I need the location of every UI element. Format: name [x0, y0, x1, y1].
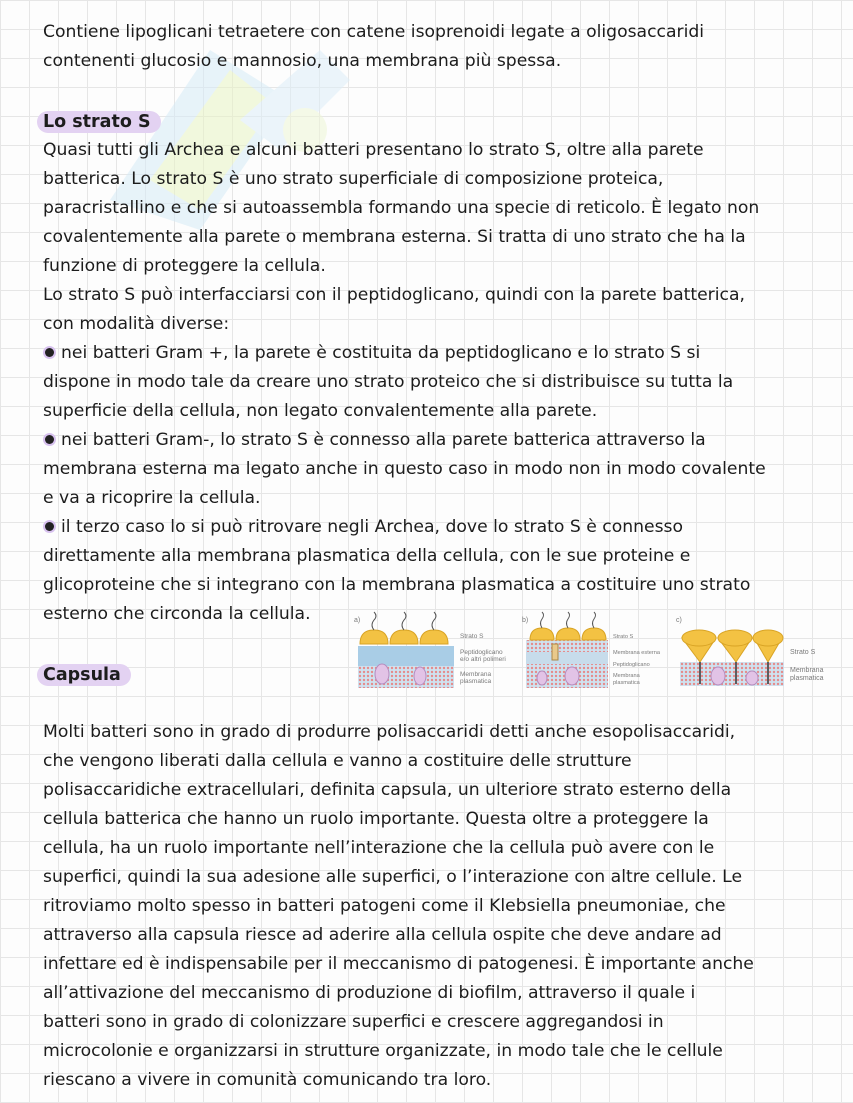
text-line: direttamente alla membrana plasmatica della cellula, con le sue proteine e	[43, 546, 691, 566]
figure-label: Peptidoglicano	[460, 649, 503, 656]
text-line: Contiene lipoglicani tetraetere con catene isoprenoidi legate a oligosaccaridi	[43, 22, 705, 42]
text-line: e va a ricoprire la cellula.	[43, 488, 261, 508]
figure-panel-c	[676, 610, 844, 690]
heading-strato-s: Lo strato S	[37, 111, 161, 133]
figure-label: Strato S	[460, 633, 484, 640]
text-line: funzione di proteggere la cellula.	[43, 256, 326, 276]
bullet-text: nei batteri Gram-, lo strato S è connesso alla parete batterica attraverso la	[61, 430, 706, 450]
heading-capsula: Capsula	[37, 664, 131, 686]
text-line: contenenti glucosio e mannosio, una membrana più spessa.	[43, 51, 562, 71]
text-line: dispone in modo tale da creare uno strato proteico che si distribuisce su tutta la	[43, 372, 734, 392]
bullet-text: nei batteri Gram +, la parete è costituita da peptidoglicano e lo strato S si	[61, 343, 701, 363]
figure-label: plasmatica	[460, 678, 492, 685]
text-line: batteri sono in grado di colonizzare superfici e crescere aggregandosi in	[43, 1012, 664, 1032]
bullet-dot-icon	[45, 348, 54, 357]
panel-letter: b)	[522, 617, 529, 624]
text-line: membrana esterna ma legato anche in questo caso in modo non in modo covalente	[43, 459, 766, 479]
bullet-item	[43, 426, 813, 455]
text-line: attraverso alla capsula riesce ad aderire alla cellula ospite che deve andare ad	[43, 925, 722, 945]
figure-label: Strato S	[790, 649, 816, 656]
text-line: batterica. Lo strato S è uno strato superficiale di composizione proteica,	[43, 169, 664, 189]
text-line: microcolonie e organizzarsi in strutture organizzate, in modo tale che le cellule	[43, 1041, 723, 1061]
text-line: polisaccaridiche extracellulari, definita capsula, un ulteriore strato esterno della	[43, 780, 732, 800]
bullet-text: il terzo caso lo si può ritrovare negli Archea, dove lo strato S è connesso	[61, 517, 684, 537]
figure-panel-b	[522, 610, 672, 690]
panel-letter: a)	[354, 617, 361, 624]
text-line: esterno che circonda la cellula.	[43, 604, 311, 624]
text-line: infettare ed è indispensabile per il meccanismo di patogenesi. È importante anche	[43, 954, 754, 974]
text-line: all’attivazione del meccanismo di produzione di biofilm, attraverso il quale i	[43, 983, 696, 1003]
text-line: cellula batterica che hanno un ruolo importante. Questa oltre a proteggere la	[43, 809, 709, 829]
bullet-item	[43, 513, 813, 542]
bullet-item	[43, 339, 813, 368]
figure-label: Membrana esterna	[613, 650, 660, 656]
text-line: covalentemente alla parete o membrana esterna. Si tratta di uno strato che ha la	[43, 227, 746, 247]
panel-letter: c)	[676, 617, 682, 624]
bullet-dot-icon	[45, 435, 54, 444]
capsula-paragraph	[43, 718, 813, 1095]
text-line: cellula, ha un ruolo importante nell’interazione che la cellula può avere con le	[43, 838, 715, 858]
figure-label: Peptidoglicano	[613, 662, 650, 668]
figure-label: Membrana	[613, 673, 640, 679]
text-line: Quasi tutti gli Archea e alcuni batteri presentano lo strato S, oltre alla parete	[43, 140, 704, 160]
figure-label: plasmatica	[790, 675, 824, 682]
text-line: con modalità diverse:	[43, 314, 230, 334]
peptidoglycan-layer	[358, 646, 454, 666]
text-line: riescano a vivere in comunità comunicando tra loro.	[43, 1070, 492, 1090]
figure-panel-a	[354, 610, 514, 690]
text-line: superfici, quindi la sua adesione alle superfici, o l’interazione con altre cellule. Le	[43, 867, 743, 887]
text-line: Lo strato S può interfacciarsi con il peptidoglicano, quindi con la parete batterica,	[43, 285, 745, 305]
text-line: superficie della cellula, non legato convalentemente alla parete.	[43, 401, 598, 421]
figure-label: plasmatica	[613, 680, 640, 686]
figure-label: e/o altri polimeri	[460, 656, 506, 663]
outer-membrane	[526, 640, 608, 652]
intro-paragraph	[43, 18, 813, 76]
figure-label: Membrana	[790, 667, 824, 674]
text-line: Molti batteri sono in grado di produrre polisaccaridi detti anche esopolisaccaridi,	[43, 722, 736, 742]
plasma-membrane	[358, 666, 454, 688]
figure-label: Membrana	[460, 671, 492, 678]
text-line: che vengono liberati dalla cellula e vanno a costituire delle strutture	[43, 751, 632, 771]
text-line: glicoproteine che si integrano con la membrana plasmatica a costituire uno strato	[43, 575, 751, 595]
text-line: paracristallino e che si autoassembla formando una specie di reticolo. È legato non	[43, 198, 760, 218]
strato-s-paragraph	[43, 136, 813, 629]
figure-label: Strato S	[613, 634, 634, 640]
peptidoglycan-layer	[526, 652, 608, 664]
text-line: ritroviamo molto spesso in batteri patogeni come il Klebsiella pneumoniae, che	[43, 896, 726, 916]
bullet-dot-icon	[45, 522, 54, 531]
